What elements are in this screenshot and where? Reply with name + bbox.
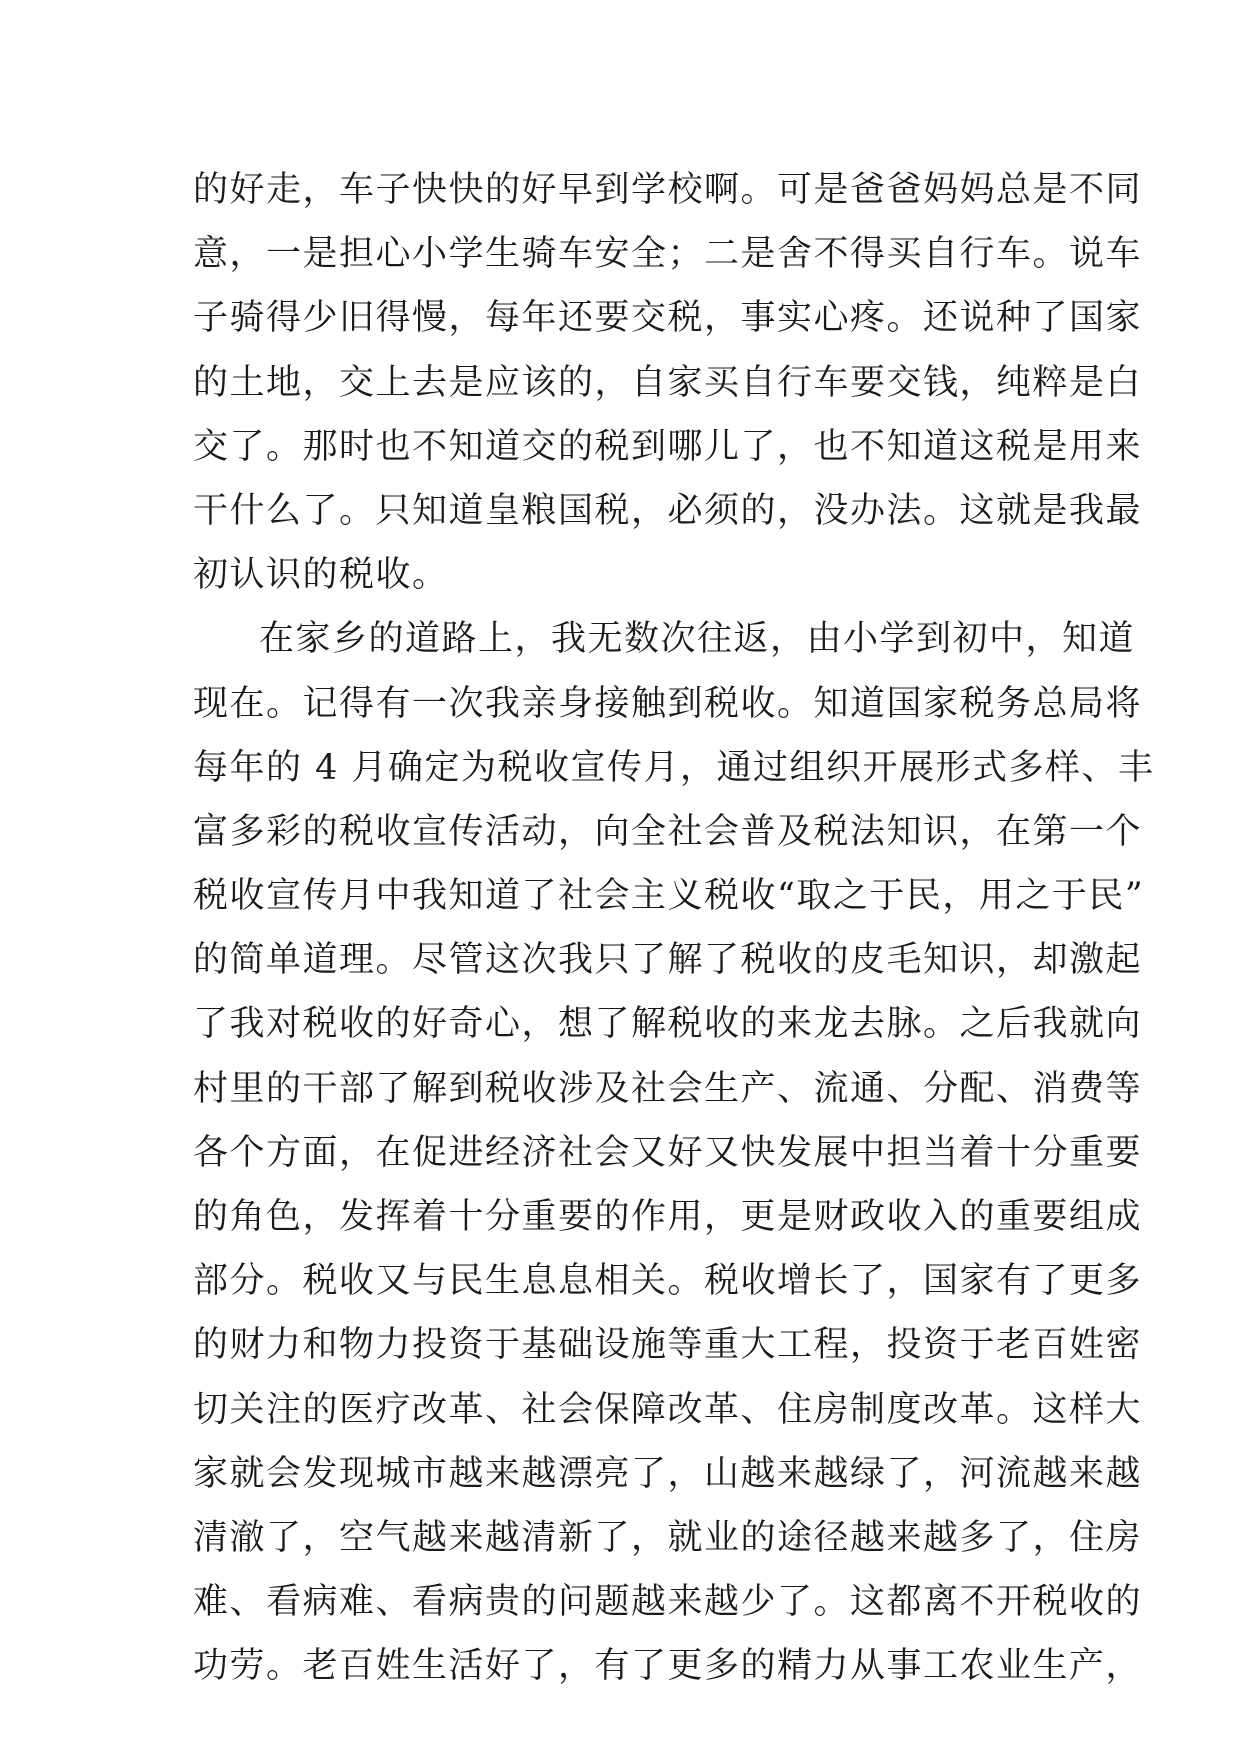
text-line: 各个方面，在促进经济社会又好又快发展中担当着十分重要 <box>193 1132 1143 1173</box>
text-line: 了我对税收的好奇心，想了解税收的来龙去脉。之后我就向 <box>193 1004 1143 1045</box>
text-line: 现在。记得有一次我亲身接触到税收。知道国家税务总局将 <box>193 683 1143 724</box>
text-line: 税收宣传月中我知道了社会主义税收“取之于民，用之于民” <box>193 876 1145 917</box>
text-line: 村里的干部了解到税收涉及社会生产、流通、分配、消费等 <box>193 1068 1143 1109</box>
text-line: 子骑得少旧得慢，每年还要交税，事实心疼。还说种了国家 <box>193 298 1143 339</box>
body-text <box>193 158 1155 1699</box>
text-line: 清澈了，空气越来越清新了，就业的途径越来越多了，住房 <box>193 1517 1143 1558</box>
text-line: 的角色，发挥着十分重要的作用，更是财政收入的重要组成 <box>193 1197 1143 1237</box>
text-line: 切关注的医疗改革、社会保障改革、住房制度改革。这样大 <box>193 1389 1143 1430</box>
text-line: 家就会发现城市越来越漂亮了，山越来越绿了，河流越来越 <box>193 1453 1143 1494</box>
text-line: 意，一是担心小学生骑车安全；二是舍不得买自行车。说车 <box>193 234 1143 275</box>
text-line: 初认识的税收。 <box>193 555 449 596</box>
text-line: 干什么了。只知道皇粮国税，必须的，没办法。这就是我最 <box>193 490 1143 531</box>
text-line: 的土地，交上去是应该的，自家买自行车要交钱，纯粹是白 <box>193 362 1143 403</box>
paragraph-1 <box>193 158 1143 607</box>
text-line: 难、看病难、看病贵的问题越来越少了。这都离不开税收的 <box>193 1582 1143 1623</box>
text-line: 部分。税收又与民生息息相关。税收增长了，国家有了更多 <box>193 1261 1143 1302</box>
text-line: 在家乡的道路上，我无数次往返，由小学到初中，知道 <box>259 619 1136 660</box>
text-line: 的好走，车子快快的好早到学校啊。可是爸爸妈妈总是不同 <box>193 170 1143 210</box>
text-line: 富多彩的税收宣传活动，向全社会普及税法知识，在第一个 <box>193 811 1143 852</box>
text-line: 交了。那时也不知道交的税到哪儿了，也不知道这税是用来 <box>193 426 1143 467</box>
text-line: 每年的 4 月确定为税收宣传月，通过组织开展形式多样、丰 <box>193 747 1155 788</box>
text-line: 的简单道理。尽管这次我只了解了税收的皮毛知识，却激起 <box>193 940 1143 981</box>
text-line: 功劳。老百姓生活好了，有了更多的精力从事工农业生产， <box>193 1646 1143 1687</box>
paragraph-2 <box>193 607 1155 1698</box>
text-line: 的财力和物力投资于基础设施等重大工程，投资于老百姓密 <box>193 1325 1143 1366</box>
